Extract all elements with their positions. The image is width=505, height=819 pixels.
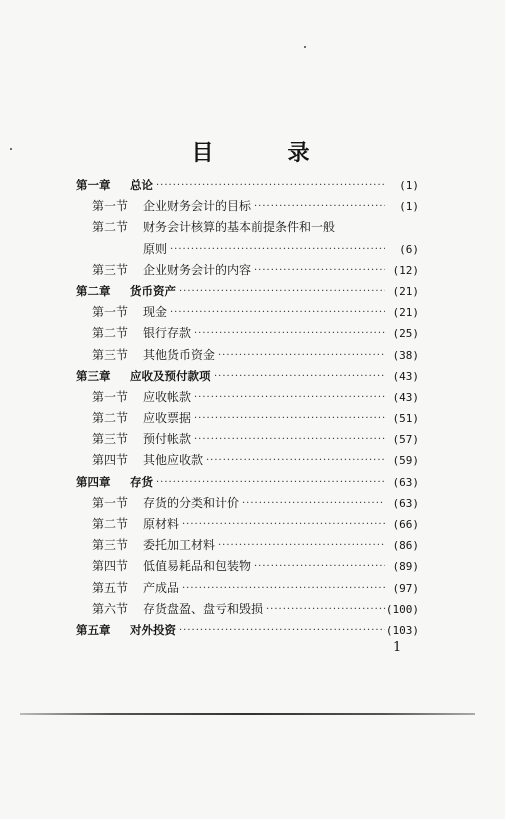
toc-entry-title: 应收票据 [143,411,192,426]
toc-dot-leader [254,556,385,577]
toc-entry-number: 第三节 [92,538,129,553]
toc-section-row [76,217,419,238]
toc-section-row [76,450,419,471]
toc-entry-page: (100) [385,602,419,616]
toc-entry-number: 第二节 [92,411,129,426]
toc-section-row [76,408,419,429]
toc-entry-title: 其他货币资金 [143,347,216,362]
toc-entry-number: 第二章 [76,283,111,298]
toc-entry-title: 现金 [143,305,168,320]
toc-chapter-row [76,175,419,196]
page-title: 目 录 [191,141,336,166]
toc-dot-leader [182,514,385,535]
toc-dot-leader [194,387,385,408]
toc-section-row [76,429,419,450]
toc-entry-title: 银行存款 [143,326,192,341]
toc-entry-title: 其他应收款 [143,453,204,468]
toc-entry-title: 低值易耗品和包装物 [143,559,252,574]
toc-entry-title: 应收帐款 [143,389,192,404]
toc-dot-leader [206,450,385,471]
toc-entry-number: 第四章 [76,474,111,489]
table-of-contents [76,175,419,641]
toc-section-row [76,493,419,514]
toc-entry-title: 委托加工材料 [143,538,216,553]
toc-entry-title: 原则 [143,241,168,256]
toc-entry-number: 第三节 [92,262,129,277]
toc-entry-page: (103) [385,623,419,637]
toc-entry-page: (21) [392,306,419,320]
toc-dot-leader [254,260,385,281]
scan-speck [304,46,306,48]
toc-entry-number: 第三章 [76,368,111,383]
toc-entry-number: 第三节 [92,347,129,362]
toc-section-row [76,556,419,577]
toc-entry-number: 第一节 [92,305,129,320]
toc-section-row [76,196,419,217]
toc-entry-number: 第一节 [92,389,129,404]
toc-entry-page: (97) [392,581,419,595]
toc-dot-leader [242,493,385,514]
toc-dot-leader [254,196,385,217]
toc-entry-page: (12) [392,263,419,277]
toc-dot-leader [194,323,385,344]
toc-entry-number: 第二节 [92,220,129,235]
toc-dot-leader [179,281,385,302]
bottom-rule [20,713,475,715]
toc-entry-number: 第二节 [92,517,129,531]
toc-entry-number: 第五节 [92,580,129,595]
toc-dot-leader [194,429,385,450]
toc-entry-title: 财务会计核算的基本前提条件和一般 [143,220,336,235]
toc-entry-page: (63) [392,496,419,510]
toc-dot-leader [156,472,385,493]
toc-entry-page: (43) [392,390,419,404]
toc-entry-title: 存货 [130,474,153,489]
toc-entry-page: (43) [392,369,419,383]
toc-section-row [76,599,419,620]
toc-dot-leader [218,345,385,366]
toc-entry-title: 存货的分类和计价 [143,495,240,510]
toc-dot-leader [179,620,385,641]
toc-entry-page: (59) [392,454,419,468]
toc-entry-number: 第一节 [92,495,129,510]
toc-section-row [76,387,419,408]
toc-entry-number: 第一节 [92,199,129,214]
toc-entry-page: (6) [399,242,419,256]
toc-entry-title: 对外投资 [130,622,176,637]
toc-entry-page: (66) [392,518,419,531]
toc-section-row [76,535,419,556]
toc-entry-number: 第三节 [92,432,129,447]
toc-dot-leader [170,302,385,323]
toc-entry-page: (57) [392,433,419,447]
toc-entry-title: 总论 [130,178,153,192]
toc-chapter-row [76,366,419,387]
toc-entry-page: (86) [392,539,419,553]
toc-entry-title: 产成品 [143,580,180,595]
toc-entry-title: 应收及预付款项 [130,368,211,383]
toc-entry-title: 企业财务会计的内容 [143,262,252,277]
toc-entry-number: 第四节 [92,559,129,574]
toc-section-row [76,239,419,260]
page-number: 1 [393,640,402,655]
toc-entry-page: (89) [392,560,419,574]
toc-entry-page: (1) [399,179,419,192]
toc-entry-page: (25) [392,327,419,341]
toc-section-row [76,345,419,366]
toc-entry-page: (51) [392,412,419,426]
toc-dot-leader [218,535,385,556]
toc-entry-title: 原材料 [143,517,180,531]
toc-entry-number: 第六节 [92,601,129,616]
toc-section-row [76,323,419,344]
toc-chapter-row [76,281,419,302]
toc-entry-page: (1) [399,200,419,214]
toc-dot-leader [156,175,385,196]
toc-entry-number: 第四节 [92,453,129,468]
toc-section-row [76,302,419,323]
toc-entry-title: 企业财务会计的目标 [143,199,252,214]
toc-dot-leader [194,408,385,429]
toc-dot-leader [214,366,385,387]
toc-chapter-row [76,472,419,493]
toc-entry-number: 第一章 [76,178,111,192]
toc-section-row [76,514,419,535]
toc-entry-title: 货币资产 [130,283,176,298]
toc-dot-leader [170,239,385,260]
toc-chapter-row [76,620,419,641]
toc-dot-leader [182,578,385,599]
toc-entry-number: 第五章 [76,622,111,637]
scan-speck [10,148,12,150]
toc-entry-number: 第二节 [92,326,129,341]
toc-entry-page: (38) [392,348,419,362]
toc-entry-page: (63) [392,475,419,489]
toc-section-row [76,260,419,281]
toc-section-row [76,578,419,599]
toc-dot-leader [266,599,385,620]
toc-entry-title: 预付帐款 [143,432,192,447]
toc-entry-page: (21) [392,284,419,298]
toc-entry-title: 存货盘盈、盘亏和毁损 [143,601,264,616]
